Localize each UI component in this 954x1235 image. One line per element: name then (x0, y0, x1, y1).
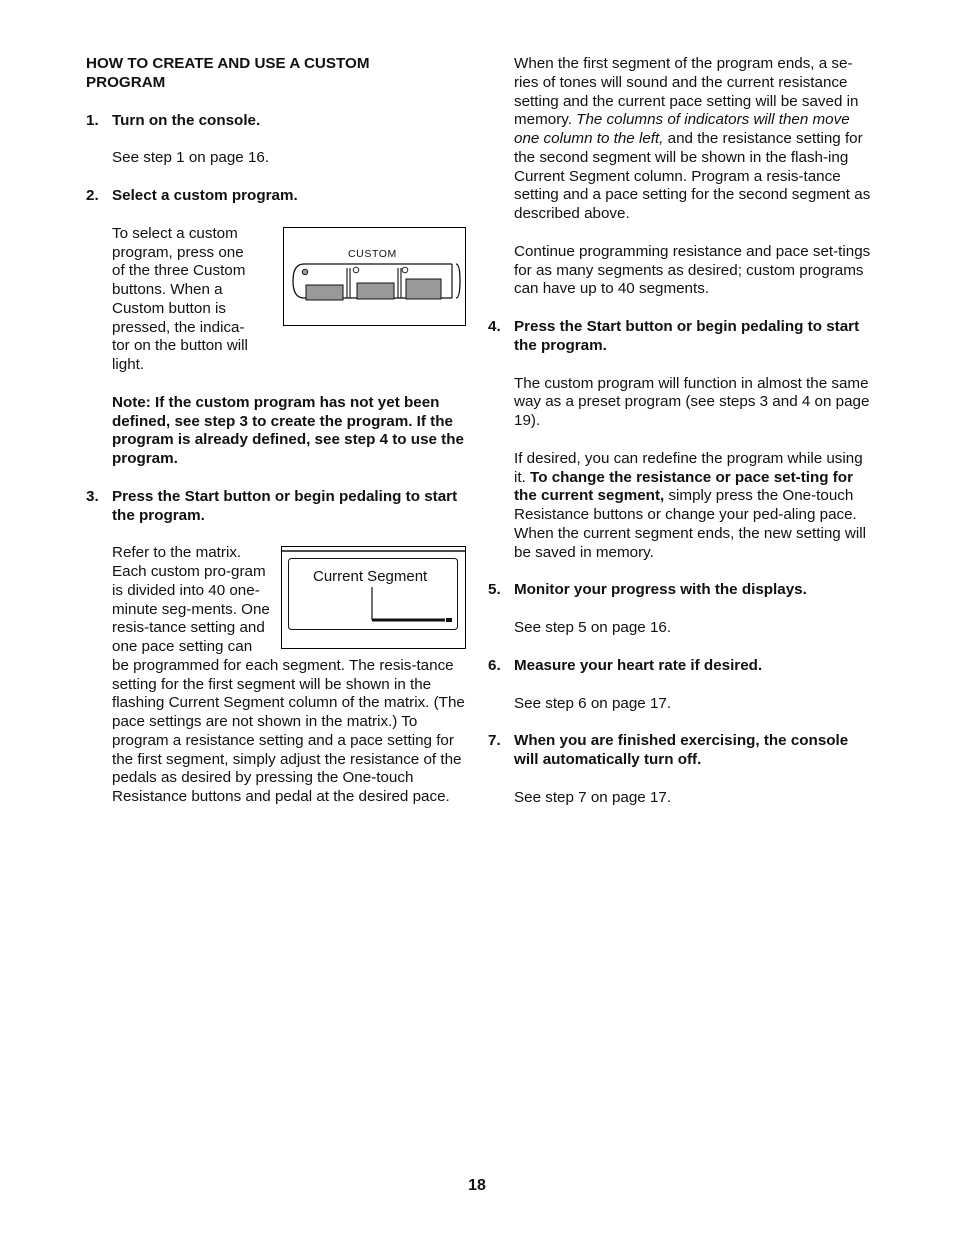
matrix-diagram (281, 546, 466, 649)
step-4-redefine (488, 450, 872, 563)
segment-intro-a: When the first segment of the program ends, a se-ries of tones will sound and the current resistance setting and the current pace setting will be saved in memory. (514, 55, 859, 129)
custom-1-button-icon (306, 285, 343, 300)
step-2-title (86, 187, 466, 206)
step-7-number: 7. (488, 732, 501, 750)
step-2-body-block (86, 225, 466, 375)
step-7-body: See step 7 on page 17. (514, 788, 672, 806)
step-3-number: 3. (86, 487, 99, 505)
step-2-body: To select a custom program, press one of the three Custom buttons. When a Custom button is pressed, the indica-tor on the button will light. (112, 224, 248, 373)
step-3-title (86, 488, 466, 526)
step-2-note: Note: If the custom program has not yet been defined, see step 3 to create the program. If the program is already defined, see step 4 to use the program. (112, 393, 464, 467)
step-1-title-text: Turn on the console. (112, 111, 261, 129)
step-6-number: 6. (488, 656, 501, 674)
segment-intro-b: and the resistance setting for the second segment will be shown in the flash-ing Current Segment column. Program a resis-tance setting and a pace setting for the second segment as described above. (514, 130, 871, 222)
step-5-body: See step 5 on page 16. (514, 619, 672, 636)
step-4-number: 4. (488, 318, 501, 335)
current-segment-label: Current Segment (313, 568, 428, 586)
step-4-redefine-b: simply press the One-touch Resistance buttons or change your ped-aling pace. When the current segment ends, the new setting will be saved in memory. (514, 487, 867, 561)
custom-3-button-icon (406, 279, 441, 299)
custom-buttons-illustration (284, 228, 465, 325)
step-5-number: 5. (488, 581, 501, 599)
step-2-title-text: Select a custom program. (112, 187, 298, 204)
current-segment-indicator-icon (446, 618, 452, 622)
step-4-redefine-bold: To change the resistance or pace set-ting for the current segment, (514, 468, 853, 505)
step-7-title-text: When you are finished exercising, the console will automatically turn off. (514, 732, 849, 768)
step-3-title-text: Press the Start button or begin pedaling to start the program. (112, 487, 458, 524)
step-4-body: The custom program will function in almost the same way as a preset program (see steps 3 and 4 on page 19). (514, 374, 870, 429)
step-4-title (488, 318, 872, 356)
step-1-number: 1. (86, 111, 99, 129)
left-column (86, 55, 466, 826)
step-1-title (86, 112, 466, 131)
page-number: 18 (468, 1177, 486, 1194)
step-6-title (488, 657, 872, 676)
step-5-title-text: Monitor your progress with the displays. (514, 581, 807, 599)
custom-3-indicator-icon (402, 267, 408, 273)
matrix-illustration (282, 547, 465, 648)
step-4-title-text: Press the Start button or begin pedaling to start the program. (514, 318, 860, 354)
segment-intro-italic: The columns of indicators will then move one column to the left, (514, 111, 850, 147)
continue-paragraph: Continue programming resistance and pace set-tings for as many segments as desired; custom programs can have up to 40 segments. (514, 242, 871, 298)
step-6-title-text: Measure your heart rate if desired. (514, 656, 763, 674)
step-2-number: 2. (86, 187, 99, 204)
segment-intro-paragraph (488, 55, 872, 224)
section-heading-line1: HOW TO CREATE AND USE A CUSTOM (86, 55, 370, 72)
right-column (488, 55, 872, 808)
step-3-body-block (86, 544, 466, 807)
custom-2-indicator-icon (353, 267, 359, 273)
section-heading-line2: PROGRAM (86, 73, 166, 91)
custom-1-indicator-icon (302, 269, 308, 275)
custom-buttons-diagram (283, 227, 466, 326)
step-4-redefine-a: If desired, you can redefine the program while using it. (514, 449, 863, 486)
step-3-body: Refer to the matrix. Each custom pro-gram is divided into 40 one-minute seg-ments. One resis-tance setting and one pace setting can be programmed for each segment. The resis-tance setting for the first segment will be shown in the flashing Current Segment column of the matrix. (The pace settings are not shown in the matrix.) To program a resistance setting and a pace setting for the first segment, simply adjust the resistance of the pedals as desired by pressing the One-touch Resistance buttons and pedal at the desired pace. (112, 544, 465, 805)
section-heading (86, 55, 466, 93)
step-6-body: See step 6 on page 17. (514, 694, 672, 712)
step-7-title (488, 732, 872, 770)
step-1-body: See step 1 on page 16. (112, 149, 270, 167)
custom-2-button-icon (357, 283, 394, 299)
custom-label: CUSTOM (348, 247, 397, 260)
step-5-title (488, 581, 872, 600)
